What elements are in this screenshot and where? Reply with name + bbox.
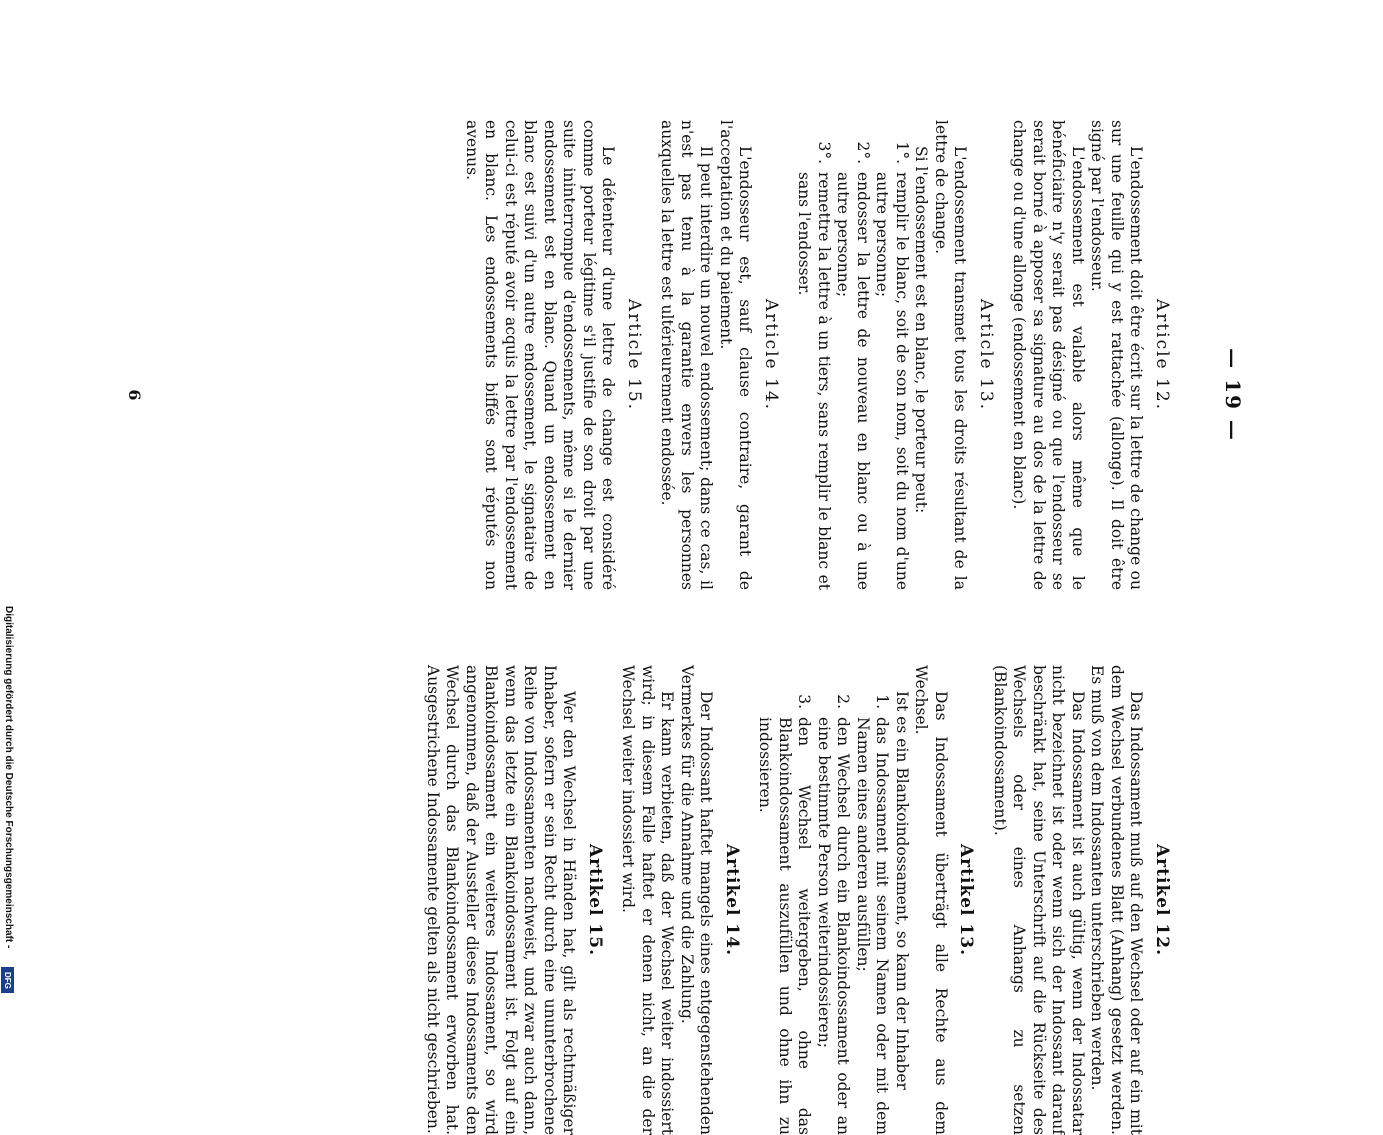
list-item bbox=[833, 120, 872, 590]
fr-art15-p1: Le détenteur d'une lettre de change est considéré comme porteur légitime s'il justifie de son droit par une suite ininterrompue d'endossements, même si le dernier endossement est en blanc. Quand un endossement en blanc est suivi d'un autre endossement, le signataire de celui-ci est réputé avoir acquis la lettre par l'endossement en blanc. Les endossements biffés sont réputés non avenus. bbox=[463, 120, 618, 590]
de-art12-p2: Das Indossament ist auch gültig, wenn der Indossatar nicht bezeichnet ist oder wenn sich der Indossant darauf beschränkt hat, seine Unterschrift auf die Rückseite des Wechsels oder eines Anhangs zu setzen (Blankoindossament). bbox=[991, 665, 1087, 1135]
de-art13-title: Artikel 13. bbox=[956, 843, 977, 956]
german-column bbox=[423, 665, 1186, 1135]
item-number: 2. bbox=[834, 694, 853, 709]
list-item bbox=[755, 665, 814, 1135]
de-art12-title: Artikel 12. bbox=[1152, 843, 1172, 956]
french-column bbox=[462, 120, 1186, 590]
de-art15-title: Artikel 15. bbox=[585, 843, 605, 956]
item-number: 3. bbox=[795, 694, 814, 709]
item-text: remettre la lettre à un tiers, sans remplir le blanc et sans l'endosser. bbox=[795, 172, 833, 590]
item-number: 3°. bbox=[815, 141, 833, 164]
item-text: den Wechsel durch ein Blankoindossament oder an eine bestimmte Person weiterindossieren; bbox=[815, 717, 853, 1135]
de-art14-title: Artikel 14. bbox=[722, 843, 742, 956]
item-text: endosser la lettre de nouveau en blanc ou à une autre personne; bbox=[834, 172, 872, 590]
list-item bbox=[794, 120, 833, 590]
de-art13-p2: Ist es ein Blankoindossament, so kann der Inhaber bbox=[893, 691, 911, 1090]
fr-art14-p1: L'endosseur est, sauf clause contraire, garant de l'acceptation et du paiement. bbox=[717, 120, 755, 590]
fr-art12-p2: L'endossement est valable alors même que le bénéficiaire n'y serait pas désigné ou que l'endosseur se serait borné à apposer sa signature au dos de la lettre de change ou d'une allonge (endossement en blanc). bbox=[1010, 120, 1087, 590]
de-art15-p1: Wer den Wechsel in Händen hat, gilt als rechtmäßiger Inhaber, sofern er sein Recht durch eine ununterbrochene Reihe von Indossamenten nachweist, und zwar auch dann, wenn das letzte ein Blankoindossament ist. Folgt auf ein Blankoindossament ein weiteres Indossament, so wird angenommen, daß der Aussteller dieses Indossaments den Wechsel durch das Blankoindossament erworben hat. Ausgestrichene Indossamente gelten als nicht geschrieben. bbox=[424, 665, 579, 1135]
de-art12-p1: Das Indossament muß auf den Wechsel oder auf ein mit dem Wechsel verbundenes Blatt (Anhang) gesetzt werden. Es muß von dem Indossanten unterschrieben werden. bbox=[1088, 665, 1146, 1135]
fr-art15-title: Article 15. bbox=[624, 298, 644, 412]
fr-art14-title: Article 14. bbox=[761, 298, 781, 412]
list-item bbox=[814, 665, 853, 1135]
item-text: den Wechsel weitergeben, ohne das Blankoindossament auszufüllen und ohne ihn zu indossieren. bbox=[756, 717, 814, 1135]
item-text: das Indossament mit seinem Namen oder mit dem Namen eines anderen ausfüllen; bbox=[854, 717, 892, 1135]
item-text: remplir le blanc, soit de son nom, soit du nom d'une autre personne; bbox=[873, 172, 911, 590]
fr-art12-title: Article 12. bbox=[1152, 298, 1172, 412]
list-item bbox=[872, 120, 911, 590]
fr-art12-p1: L'endossement doit être écrit sur la lettre de change ou sur une feuille qui y est rattachée (allonge). Il doit être signé par l'endosseur. bbox=[1088, 120, 1146, 590]
fr-art13-title: Article 13. bbox=[976, 298, 996, 412]
fr-art13-p2: Si l'endossement est en blanc, le porteur peut: bbox=[912, 146, 931, 514]
fr-art14-p2: Il peut interdire un nouvel endossement; dans ce cas, il n'est pas tenu à la garantie envers les personnes auxquelles la lettre est ultérieurement endossée. bbox=[658, 120, 716, 590]
signature-mark: 6 bbox=[125, 389, 144, 401]
de-art13-p1: Das Indossament überträgt alle Rechte aus dem Wechsel. bbox=[912, 665, 950, 1135]
list-item bbox=[853, 665, 892, 1135]
page-number: — 19 — bbox=[1221, 348, 1245, 442]
item-number: 2°. bbox=[854, 141, 872, 164]
item-number: 1°. bbox=[893, 141, 911, 164]
digitization-stamp bbox=[0, 0, 16, 1000]
de-art14-p2: Er kann verbieten, daß der Wechsel weiter indossiert wird; in diesem Falle haftet er denen nicht, an die der Wechsel weiter indossiert wird. bbox=[619, 665, 677, 1135]
fr-art13-p1: L'endossement transmet tous les droits résultant de la lettre de change. bbox=[932, 120, 970, 590]
item-number: 1. bbox=[873, 694, 892, 709]
de-art14-p1: Der Indossant haftet mangels eines entgegenstehenden Vermerkes für die Annahme und die Zahlung. bbox=[678, 665, 716, 1135]
funding-note: Digitalisierung gefördert durch die Deutsche Forschungsgemeinschaft - bbox=[3, 606, 14, 949]
dfg-logo-icon: DFG bbox=[1, 967, 14, 993]
document-page bbox=[125, 120, 1245, 1135]
